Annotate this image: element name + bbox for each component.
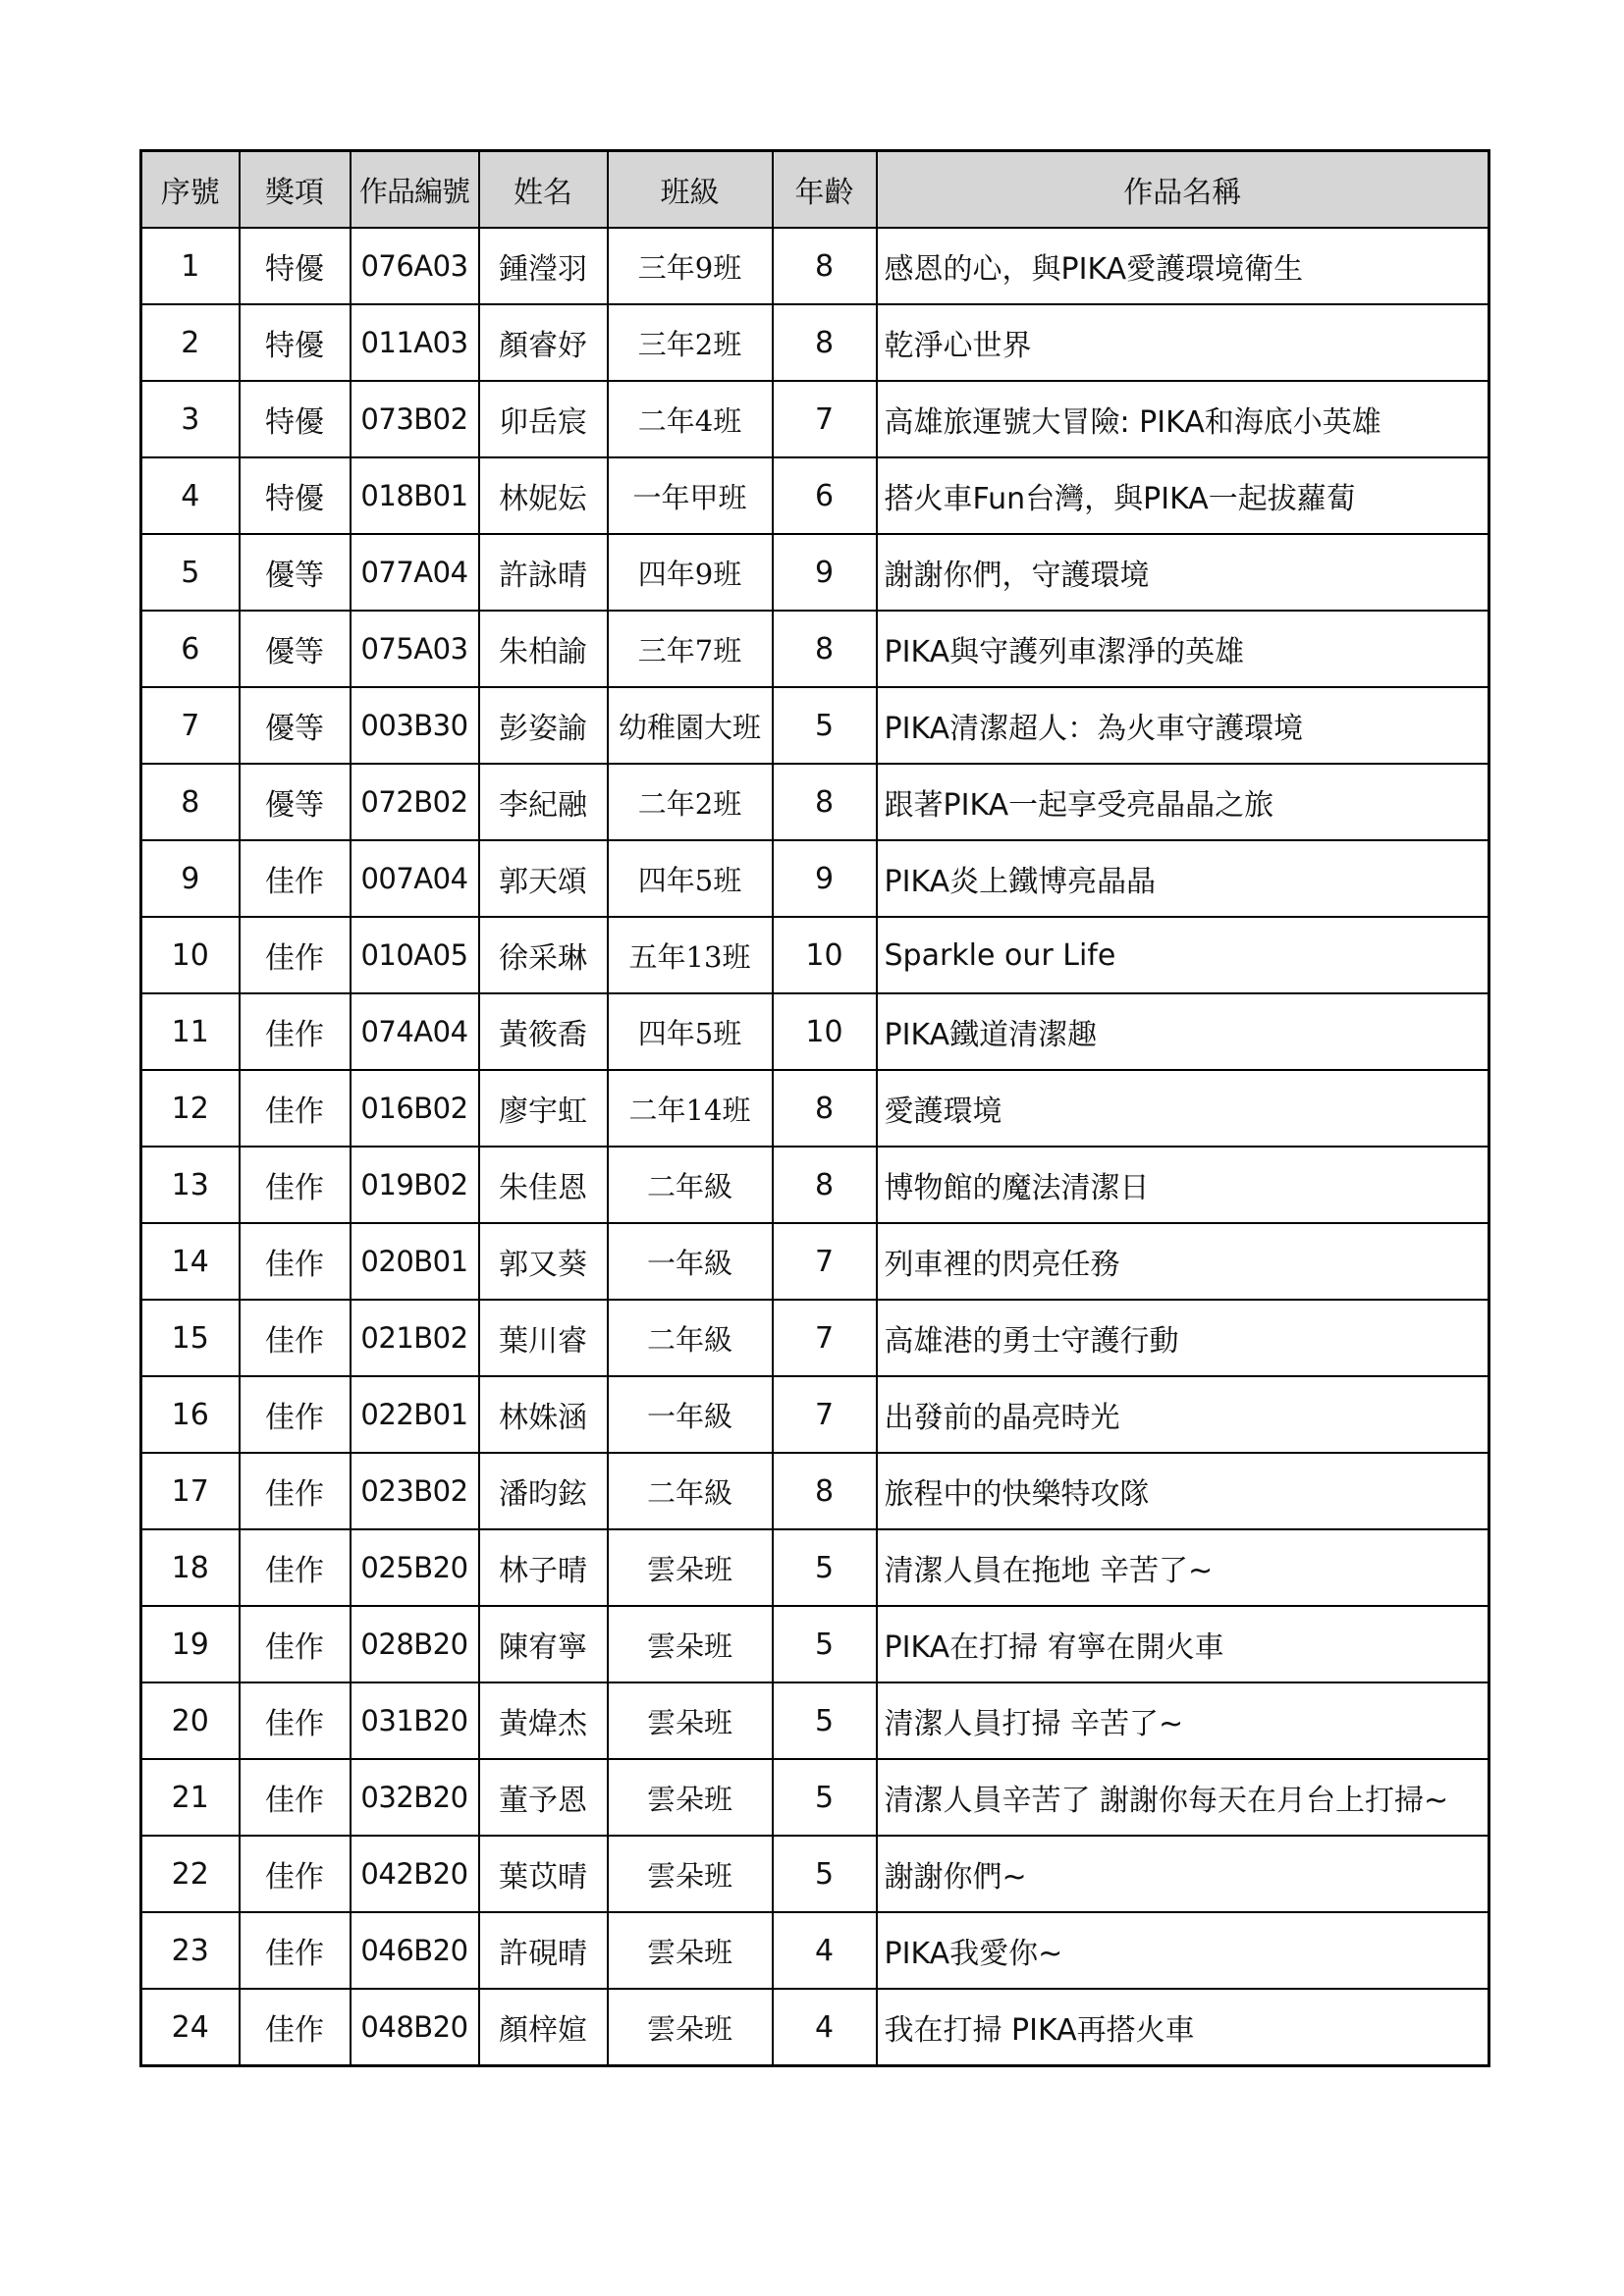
cell-award: 佳作	[240, 1376, 351, 1453]
cell-serial: 23	[141, 1912, 240, 1989]
cell-name: 董予恩	[479, 1759, 608, 1836]
cell-serial: 13	[141, 1147, 240, 1223]
cell-name: 李紀融	[479, 764, 608, 840]
cell-work-id: 016B02	[351, 1070, 479, 1147]
cell-serial: 19	[141, 1606, 240, 1682]
cell-work-title: 謝謝你們，守護環境	[877, 534, 1489, 611]
cell-serial: 5	[141, 534, 240, 611]
cell-award: 佳作	[240, 1989, 351, 2066]
cell-age: 5	[773, 687, 877, 764]
cell-age: 7	[773, 381, 877, 457]
table-row	[141, 764, 1489, 840]
cell-work-title: Sparkle our Life	[877, 917, 1489, 993]
cell-name: 鍾瀅羽	[479, 228, 608, 304]
cell-work-title: 博物館的魔法清潔日	[877, 1147, 1489, 1223]
cell-age: 8	[773, 304, 877, 381]
table-row	[141, 1529, 1489, 1606]
cell-age: 7	[773, 1376, 877, 1453]
table-row	[141, 1147, 1489, 1223]
cell-serial: 6	[141, 611, 240, 687]
cell-work-title: PIKA與守護列車潔淨的英雄	[877, 611, 1489, 687]
cell-work-title: 乾淨心世界	[877, 304, 1489, 381]
cell-class: 雲朵班	[608, 1912, 773, 1989]
cell-work-title: PIKA鐵道清潔趣	[877, 993, 1489, 1070]
cell-age: 8	[773, 1453, 877, 1529]
cell-name: 黃煒杰	[479, 1682, 608, 1759]
cell-class: 五年13班	[608, 917, 773, 993]
awards-table	[139, 149, 1490, 2067]
table-row	[141, 1070, 1489, 1147]
cell-class: 二年14班	[608, 1070, 773, 1147]
header-work-title: 作品名稱	[877, 151, 1489, 229]
cell-work-title: 高雄旅運號大冒險: PIKA和海底小英雄	[877, 381, 1489, 457]
cell-award: 佳作	[240, 917, 351, 993]
cell-serial: 12	[141, 1070, 240, 1147]
cell-name: 許硯晴	[479, 1912, 608, 1989]
cell-name: 黃筱喬	[479, 993, 608, 1070]
table-row	[141, 611, 1489, 687]
cell-work-id: 042B20	[351, 1836, 479, 1912]
header-class: 班級	[608, 151, 773, 229]
cell-award: 特優	[240, 304, 351, 381]
cell-award: 佳作	[240, 1223, 351, 1300]
cell-work-id: 022B01	[351, 1376, 479, 1453]
cell-award: 佳作	[240, 993, 351, 1070]
cell-award: 特優	[240, 457, 351, 534]
cell-work-title: 謝謝你們~	[877, 1836, 1489, 1912]
cell-class: 一年級	[608, 1223, 773, 1300]
cell-award: 佳作	[240, 1912, 351, 1989]
cell-award: 佳作	[240, 1453, 351, 1529]
cell-work-id: 018B01	[351, 457, 479, 534]
cell-award: 佳作	[240, 840, 351, 917]
cell-class: 雲朵班	[608, 1682, 773, 1759]
cell-serial: 10	[141, 917, 240, 993]
cell-award: 特優	[240, 381, 351, 457]
header-award: 獎項	[240, 151, 351, 229]
cell-work-id: 011A03	[351, 304, 479, 381]
cell-serial: 9	[141, 840, 240, 917]
cell-serial: 22	[141, 1836, 240, 1912]
cell-work-title: 列車裡的閃亮任務	[877, 1223, 1489, 1300]
cell-work-title: 我在打掃 PIKA再搭火車	[877, 1989, 1489, 2066]
cell-serial: 7	[141, 687, 240, 764]
cell-class: 雲朵班	[608, 1529, 773, 1606]
cell-serial: 16	[141, 1376, 240, 1453]
cell-name: 顏睿妤	[479, 304, 608, 381]
cell-serial: 15	[141, 1300, 240, 1376]
cell-name: 許詠晴	[479, 534, 608, 611]
table-row	[141, 304, 1489, 381]
cell-work-id: 076A03	[351, 228, 479, 304]
cell-age: 5	[773, 1529, 877, 1606]
cell-award: 優等	[240, 764, 351, 840]
cell-age: 10	[773, 993, 877, 1070]
cell-class: 二年4班	[608, 381, 773, 457]
cell-age: 8	[773, 228, 877, 304]
table-row	[141, 1453, 1489, 1529]
cell-name: 徐采琳	[479, 917, 608, 993]
cell-age: 5	[773, 1836, 877, 1912]
cell-class: 雲朵班	[608, 1606, 773, 1682]
cell-class: 三年9班	[608, 228, 773, 304]
cell-name: 潘昀鉉	[479, 1453, 608, 1529]
cell-age: 6	[773, 457, 877, 534]
cell-name: 陳宥寧	[479, 1606, 608, 1682]
cell-serial: 2	[141, 304, 240, 381]
cell-class: 二年級	[608, 1300, 773, 1376]
cell-name: 顏梓媗	[479, 1989, 608, 2066]
cell-serial: 8	[141, 764, 240, 840]
cell-work-id: 023B02	[351, 1453, 479, 1529]
cell-work-title: 感恩的心，與PIKA愛護環境衛生	[877, 228, 1489, 304]
cell-work-id: 019B02	[351, 1147, 479, 1223]
cell-name: 郭天頌	[479, 840, 608, 917]
cell-work-id: 046B20	[351, 1912, 479, 1989]
cell-class: 四年5班	[608, 993, 773, 1070]
cell-award: 佳作	[240, 1147, 351, 1223]
cell-age: 10	[773, 917, 877, 993]
cell-work-title: PIKA我愛你~	[877, 1912, 1489, 1989]
cell-class: 雲朵班	[608, 1759, 773, 1836]
cell-class: 一年甲班	[608, 457, 773, 534]
cell-work-id: 075A03	[351, 611, 479, 687]
cell-class: 一年級	[608, 1376, 773, 1453]
cell-award: 佳作	[240, 1682, 351, 1759]
cell-work-id: 010A05	[351, 917, 479, 993]
cell-award: 優等	[240, 534, 351, 611]
cell-work-title: 搭火車Fun台灣，與PIKA一起拔蘿蔔	[877, 457, 1489, 534]
cell-name: 林妮妘	[479, 457, 608, 534]
cell-age: 8	[773, 1070, 877, 1147]
cell-award: 佳作	[240, 1759, 351, 1836]
table-row	[141, 687, 1489, 764]
table-body	[141, 228, 1489, 2066]
cell-award: 優等	[240, 611, 351, 687]
cell-age: 8	[773, 611, 877, 687]
cell-work-id: 048B20	[351, 1989, 479, 2066]
header-age: 年齡	[773, 151, 877, 229]
cell-serial: 17	[141, 1453, 240, 1529]
cell-work-id: 031B20	[351, 1682, 479, 1759]
cell-age: 9	[773, 534, 877, 611]
cell-serial: 24	[141, 1989, 240, 2066]
table-row	[141, 1912, 1489, 1989]
table-row	[141, 840, 1489, 917]
cell-name: 朱佳恩	[479, 1147, 608, 1223]
cell-age: 5	[773, 1682, 877, 1759]
cell-serial: 18	[141, 1529, 240, 1606]
table-row	[141, 1300, 1489, 1376]
header-work-id: 作品編號	[351, 151, 479, 229]
table-row	[141, 228, 1489, 304]
cell-work-title: PIKA清潔超人：為火車守護環境	[877, 687, 1489, 764]
cell-work-title: PIKA在打掃 宥寧在開火車	[877, 1606, 1489, 1682]
cell-work-title: 愛護環境	[877, 1070, 1489, 1147]
cell-class: 二年級	[608, 1147, 773, 1223]
cell-class: 二年級	[608, 1453, 773, 1529]
cell-work-title: PIKA炎上鐵博亮晶晶	[877, 840, 1489, 917]
cell-age: 9	[773, 840, 877, 917]
cell-work-id: 025B20	[351, 1529, 479, 1606]
header-row	[141, 151, 1489, 229]
cell-work-title: 旅程中的快樂特攻隊	[877, 1453, 1489, 1529]
cell-name: 林子晴	[479, 1529, 608, 1606]
cell-class: 二年2班	[608, 764, 773, 840]
table-row	[141, 1376, 1489, 1453]
cell-class: 四年9班	[608, 534, 773, 611]
cell-age: 7	[773, 1223, 877, 1300]
table-row	[141, 1606, 1489, 1682]
cell-award: 佳作	[240, 1300, 351, 1376]
cell-work-id: 007A04	[351, 840, 479, 917]
table-row	[141, 993, 1489, 1070]
table-row	[141, 1989, 1489, 2066]
cell-class: 三年2班	[608, 304, 773, 381]
cell-serial: 4	[141, 457, 240, 534]
table-row	[141, 1836, 1489, 1912]
table-row	[141, 457, 1489, 534]
table-row	[141, 1759, 1489, 1836]
cell-work-title: 跟著PIKA一起享受亮晶晶之旅	[877, 764, 1489, 840]
cell-serial: 20	[141, 1682, 240, 1759]
cell-name: 林姝涵	[479, 1376, 608, 1453]
cell-serial: 14	[141, 1223, 240, 1300]
cell-award: 佳作	[240, 1836, 351, 1912]
cell-work-id: 028B20	[351, 1606, 479, 1682]
cell-work-title: 高雄港的勇士守護行動	[877, 1300, 1489, 1376]
cell-age: 4	[773, 1912, 877, 1989]
table-row	[141, 1223, 1489, 1300]
table-row	[141, 917, 1489, 993]
cell-work-id: 020B01	[351, 1223, 479, 1300]
cell-serial: 1	[141, 228, 240, 304]
cell-work-title: 清潔人員在拖地 辛苦了~	[877, 1529, 1489, 1606]
cell-name: 葉苡晴	[479, 1836, 608, 1912]
cell-age: 5	[773, 1759, 877, 1836]
cell-age: 8	[773, 1147, 877, 1223]
cell-name: 廖宇虹	[479, 1070, 608, 1147]
table-row	[141, 381, 1489, 457]
header-serial: 序號	[141, 151, 240, 229]
cell-award: 佳作	[240, 1606, 351, 1682]
cell-work-id: 003B30	[351, 687, 479, 764]
cell-award: 特優	[240, 228, 351, 304]
cell-serial: 11	[141, 993, 240, 1070]
cell-age: 4	[773, 1989, 877, 2066]
cell-serial: 3	[141, 381, 240, 457]
cell-serial: 21	[141, 1759, 240, 1836]
cell-award: 佳作	[240, 1529, 351, 1606]
cell-class: 三年7班	[608, 611, 773, 687]
cell-award: 佳作	[240, 1070, 351, 1147]
cell-class: 雲朵班	[608, 1836, 773, 1912]
table-header	[141, 151, 1489, 229]
cell-name: 葉川睿	[479, 1300, 608, 1376]
header-name: 姓名	[479, 151, 608, 229]
cell-work-id: 032B20	[351, 1759, 479, 1836]
cell-name: 卯岳宸	[479, 381, 608, 457]
cell-work-title: 清潔人員辛苦了 謝謝你每天在月台上打掃~	[877, 1759, 1489, 1836]
table-row	[141, 1682, 1489, 1759]
cell-age: 5	[773, 1606, 877, 1682]
cell-class: 雲朵班	[608, 1989, 773, 2066]
cell-class: 四年5班	[608, 840, 773, 917]
cell-award: 優等	[240, 687, 351, 764]
cell-name: 郭又葵	[479, 1223, 608, 1300]
cell-work-id: 073B02	[351, 381, 479, 457]
cell-class: 幼稚園大班	[608, 687, 773, 764]
cell-work-id: 074A04	[351, 993, 479, 1070]
cell-age: 7	[773, 1300, 877, 1376]
table-row	[141, 534, 1489, 611]
cell-work-id: 072B02	[351, 764, 479, 840]
cell-work-title: 清潔人員打掃 辛苦了~	[877, 1682, 1489, 1759]
cell-name: 朱柏諭	[479, 611, 608, 687]
cell-work-id: 077A04	[351, 534, 479, 611]
cell-work-title: 出發前的晶亮時光	[877, 1376, 1489, 1453]
cell-work-id: 021B02	[351, 1300, 479, 1376]
cell-name: 彭姿諭	[479, 687, 608, 764]
cell-age: 8	[773, 764, 877, 840]
